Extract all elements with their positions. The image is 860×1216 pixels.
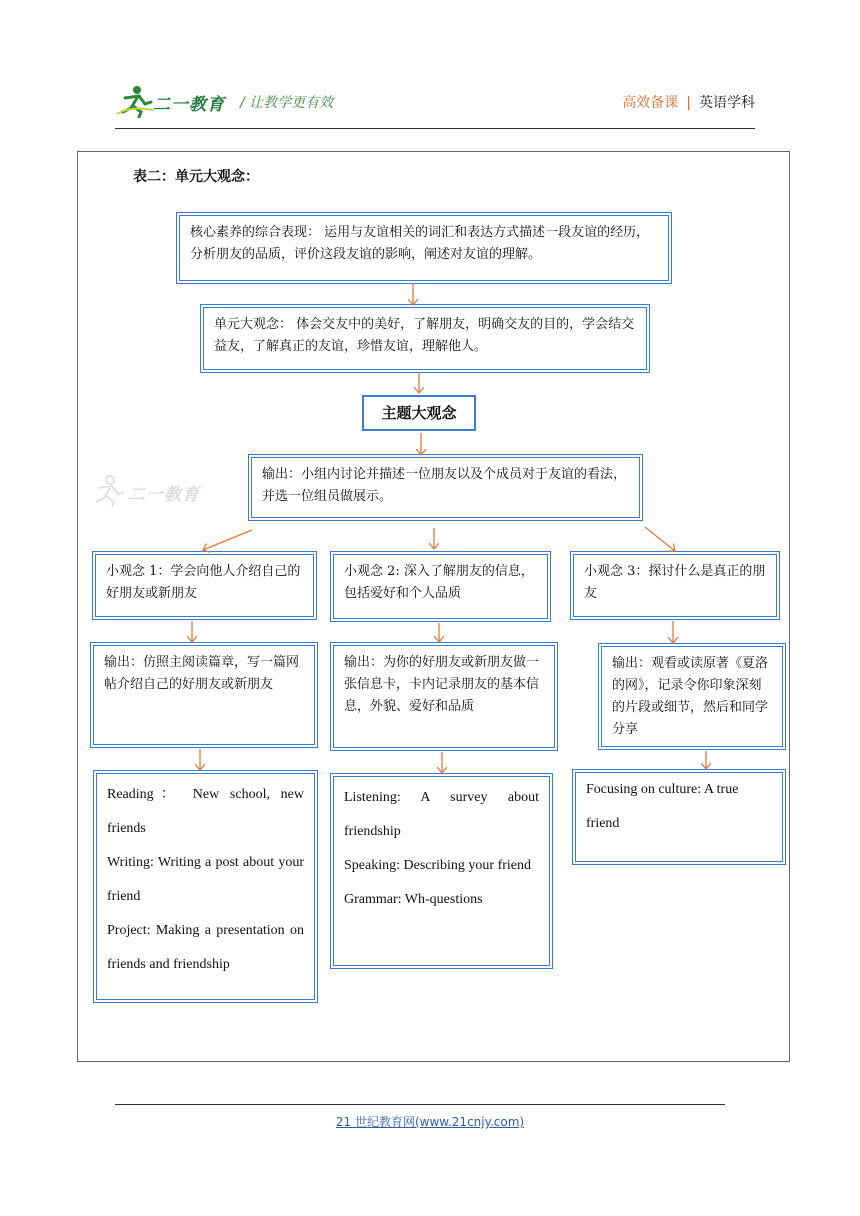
lesson-item: Writing: Writing a post about your friend (107, 855, 304, 904)
lesson-item: Project: Making a presentation on friends and friendship (107, 923, 304, 972)
theme-big-idea-box (362, 395, 476, 431)
watermark-logo-icon (88, 474, 128, 508)
output-1-box (93, 645, 315, 745)
core-competency-box (179, 215, 669, 281)
theme-output-text: 输出：小组内讨论并描述一位朋友以及个成员对于友谊的看法，并选一位组员做展示。 (262, 467, 627, 504)
output-1-text: 输出：仿照主阅读篇章，写一篇网帖介绍自己的好朋友或新朋友 (104, 655, 300, 692)
lessons-2-box (333, 776, 550, 966)
header-accent-text: 高效备课 (622, 95, 679, 111)
sub-idea-2-box (333, 554, 548, 619)
sub-idea-3-box (573, 554, 777, 617)
lesson-item: Listening: A survey about friendship (344, 790, 539, 839)
output-2-text: 输出：为你的好朋友或新朋友做一张信息卡，卡内记录朋友的基本信息，外貌、爱好和品质 (344, 655, 540, 714)
unit-big-idea-box (203, 307, 647, 370)
lesson-item: Speaking: Describing your friend (344, 858, 532, 873)
lessons-3-box (575, 772, 783, 862)
lesson-item: Reading： New school, new friends (107, 787, 304, 836)
theme-output-box (251, 457, 640, 518)
lesson-item: Focusing on culture: A true friend (586, 782, 739, 831)
table-title: 表二：单元大观念： (133, 169, 259, 185)
footer-divider (115, 1104, 725, 1105)
output-3-box (601, 646, 783, 747)
header-separator: | (686, 95, 691, 111)
slogan: / 让教学更有效 (240, 95, 334, 111)
page-header (115, 82, 755, 130)
logo-text: 二一教育 (153, 95, 225, 115)
lesson-item: Grammar: Wh-questions (344, 892, 483, 907)
watermark (88, 474, 218, 510)
header-right (622, 92, 755, 112)
sub-idea-3-text: 小观念 3：探讨什么是真正的朋友 (584, 564, 766, 601)
header-subject: 英语学科 (699, 95, 755, 111)
theme-big-idea-text: 主题大观念 (381, 404, 457, 422)
lessons-1-box (96, 773, 315, 1000)
core-competency-text: 核心素养的综合表现： 运用与友谊相关的词汇和表达方式描述一段友谊的经历，分析朋友的品质，评价这段友谊的影响，阐述对友谊的理解。 (190, 225, 650, 262)
sub-idea-1-text: 小观念 1：学会向他人介绍自己的好朋友或新朋友 (106, 564, 301, 601)
sub-idea-1-box (95, 554, 314, 617)
header-divider (115, 128, 755, 129)
output-2-box (333, 645, 555, 748)
output-3-text: 输出：观看或读原著《夏洛的网》，记录令你印象深刻的片段或细节，然后和同学分享 (612, 656, 769, 737)
unit-big-idea-text: 单元大观念： 体会交友中的美好，了解朋友，明确交友的目的，学会结交益友，了解真正的友谊，珍惜友谊，理解他人。 (214, 317, 635, 354)
runner-logo-icon (115, 84, 155, 118)
logo (115, 84, 235, 118)
footer-link[interactable]: 21 世纪教育网(www.21cnjy.com) (335, 1115, 525, 1129)
sub-idea-2-text: 小观念 2: 深入了解朋友的信息，包括爱好和个人品质 (344, 564, 534, 601)
watermark-text: 二一教育 (128, 485, 200, 505)
